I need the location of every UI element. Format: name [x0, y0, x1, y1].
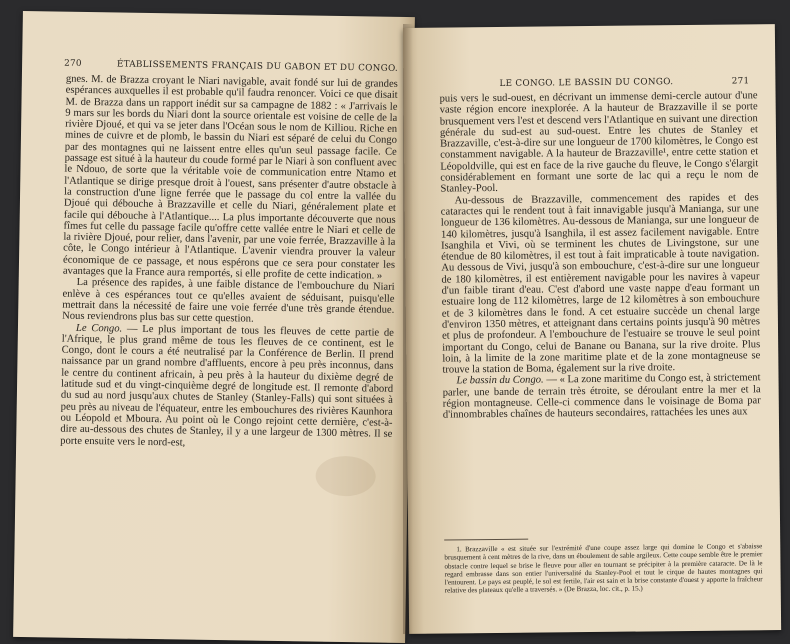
right-running-title: LE CONGO. LE BASSIN DU CONGO. [499, 77, 674, 89]
paper-stain [315, 456, 376, 497]
footnote-rule [444, 539, 528, 541]
book-gutter [403, 24, 413, 634]
paragraph: Le Congo. — Le plus important de tous les fleuves de cette partie de l'Afrique, le plus grand même de tous les fleuves de ce continent, est le Congo, dont le cours a été neutralisé par la Conférence de Berlin. Il prend naissance par un grand nombre d'affluents, encore à peu près inconnus, dans le centre du continent africain, à peu près à la hauteur du dixième degré de latitude sud et du vingt-cinquième degré de longitude est. Il remonte d'abord du sud au nord jusqu'aux chutes de Stanley (Stanley-Falls) qui sont situées à peu près au niveau de l'équateur, entre les embouchures des rivières Kaunhora ou Léopold et Mboura. Au point où le Congo rejoint cette dernière, c'est-à-dire au-dessous des chutes de Stanley, il y a une largeur de 1300 mètres. Il se porte ensuite vers le nord-est, [60, 322, 395, 449]
left-page-header [64, 59, 398, 74]
right-page-header [499, 76, 749, 89]
right-page-body [440, 90, 761, 421]
open-book [18, 14, 776, 640]
footnote [444, 542, 763, 595]
section-heading: Le Congo. [75, 322, 123, 335]
paragraph: La présence des rapides, à une faible distance de l'embouchure du Niari enlève à ces espérances tout ce qu'elles avaient de séduisant, puisqu'elle mettrait dans la nécessité de faire une voie ferrée d'une très grande étendue. Nous reviendrons plus bas sur cette question. [62, 277, 395, 325]
left-page-number: 270 [64, 58, 82, 69]
left-page [13, 11, 415, 643]
paragraph: Le bassin du Congo. — « La zone maritime du Congo est, à strictement parler, une bande de terrain très étroite, se déroulant entre la mer et la région montagneuse. Celle-ci commence dans le voisinage de Boma par d'innombrables chaînes de hauteurs secondaires, rattachées les unes aux [442, 372, 761, 421]
left-page-body [60, 74, 398, 452]
right-page [403, 24, 781, 634]
paragraph: Au-dessous de Brazzaville, commencement des rapides et des cataractes qui le rendent tout à fait innavigable jusqu'à Manianga, sur une longueur de 136 kilomètres. Au-dessous de Manianga, sur une longueur de 140 kilomètres, jusqu'à Isanghila, il est assez facilement navigable. Entre Isanghila et Vivi, où se terminent les chutes de Livingstone, sur une étendue de 80 kilomètres, il est tout à fait impraticable à toute navigation. Au dessous de Vivi, jusqu'à son embouchure, c'est-à-dire sur une longueur de 180 kilomètres, il est entièrement navigable pour les navires à vapeur d'un faible tirant d'eau. C'est d'abord une vaste nappe d'eau formant un estuaire long de 112 kilomètres, large de 12 kilomètres à son embouchure et de 3 kilomètres dans le fond. A cet estuaire succède un chenal large d'environ 1350 mètres, et atteignant dans certains points jusqu'à 90 mètres et plus de profondeur. A l'embouchure de l'estuaire se trouve le seul point important du Congo, celui de Banane ou Banana, sur la rive droite. Plus loin, à la limite de la zone maritime plate et de la zone montagneuse se trouve la station de Boma, également sur la rive droite. [440, 191, 761, 376]
paragraph: gnes. M. de Brazza croyant le Niari navigable, avait fondé sur lui de grandes espérances auxquelles il est probable qu'il faudra renoncer. Voici ce que disait M. de Brazza dans un rapport inédit sur sa campagne de 1882 : « J'arrivais le 9 mars sur les bords du Niari dont la source orientale est voisine de celle de la rivière Djoué, et qui va se jeter dans l'Océan sous le nom de Killiou. Riche en mines de cuivre et de plomb, le bassin du Niari est séparé de celui du Congo par des montagnes qui ne laissent entre elles qu'un seul passage facile. Ce passage est situé à la hauteur du coude formé par le Niari à son confluent avec le Ndouo, de sorte que la véritable voie de communication entre Ntamo et l'Atlantique se dirige presque droit à l'ouest, sans présenter d'autre obstacle à la construction d'une ligne ferrée que le passage du col entre la vallée du Djoué qui débouche à Brazzaville et celle du Niari, généralement plate et facile qui débouche à l'Atlantique.... La plus importante découverte que nous fîmes fut celle du passage facile qu'offre cette vallée entre le Niari et celle de la rivière Djoué, pour relier, dans l'avenir, par une voie ferrée, Brazzaville à la côte, le Congo intérieur à l'Atlantique. L'avenir viendra prouver la valeur économique de ce passage, et nous espérons que ce sera pour constater les avantages que la France aura remportés, si elle profite de cette indication. » [62, 73, 398, 282]
right-page-number: 271 [731, 76, 750, 87]
footnote-text: 1. Brazzaville « est située sur l'extrémité d'une coupe assez large qui domine le Congo et s'abaisse brusquement à cent mètres de la rive, dans un éboulement de sable argileux. Cette coupe semble être le premier obstacle contre lequel se brise le fleuve pour aller en tournant se précipiter à la première cataracte. De là le regard embrasse dans son entier l'universalité du Stanley-Pool et tout le cirque de hautes montagnes qui l'entourent. Le pays est peuplé, le sol est fertile, l'air est sain et la brise constante d'ouest y apporte la fraîcheur relative des plateaux qu'elle a traversés. » (De Brazza, loc. cit., p. 15.) [444, 542, 763, 596]
left-running-title: ÉTABLISSEMENTS FRANÇAIS DU GABON ET DU CONGO. [116, 59, 399, 74]
section-heading: Le bassin du Congo. [456, 374, 544, 387]
paragraph: puis vers le sud-ouest, en décrivant un immense demi-cercle autour d'une vaste région encore inexplorée. A la hauteur de Brazzaville il se porte brusquement vers l'est et descend vers l'Atlantique en suivant une direction générale du sud-est au sud-ouest. Entre les chutes de Stanley et Brazzaville, c'est-à-dire sur une longueur de 1700 kilomètres, le Congo est constamment navigable. A la hauteur de Brazzaville¹, entre cette station et Léopoldville, qui est en face de la rive gauche du fleuve, le Congo s'élargit considérablement en formant une sorte de lac qui a reçu le nom de Stanley-Pool. [439, 90, 759, 195]
